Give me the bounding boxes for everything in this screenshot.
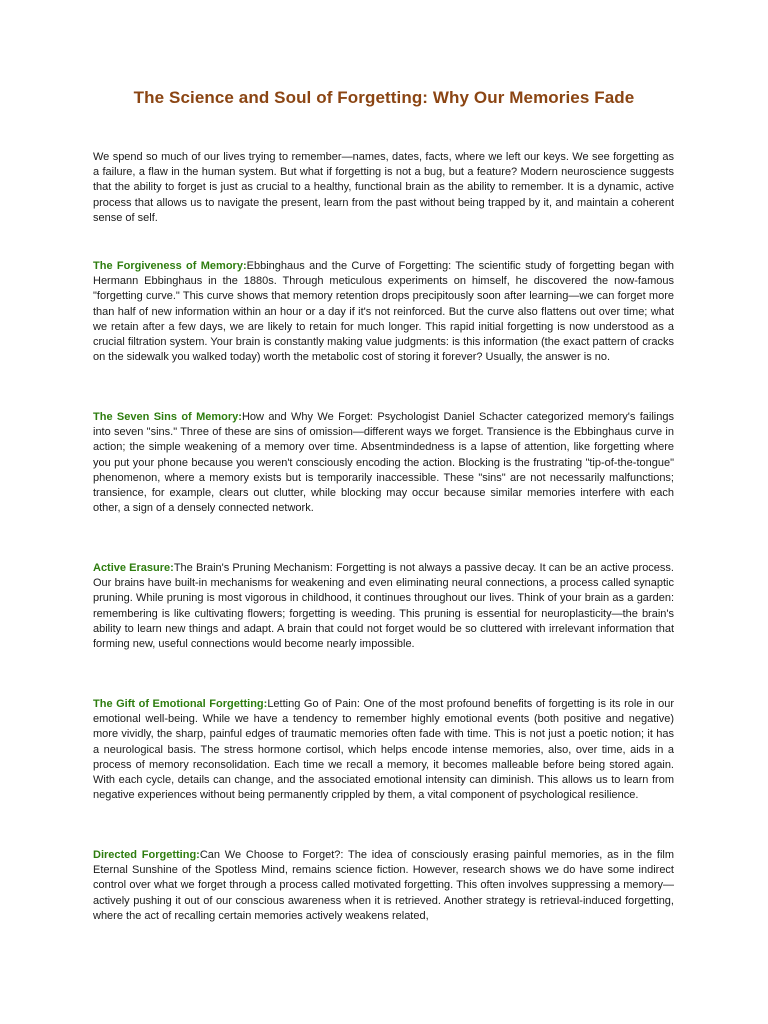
section-heading: The Forgiveness of Memory: (93, 260, 247, 272)
section-heading: Directed Forgetting: (93, 849, 200, 861)
section-forgiveness-of-memory (93, 259, 674, 365)
section-text: Letting Go of Pain: One of the most profound benefits of forgetting is its role in our emotional well-being. While we have a tendency to remember highly emotional events (both positive and negative) more vividly, the sharp, painful edges of traumatic memories often fade with time. This is not just a poetic notion; it has a neurological basis. The stress hormone cortisol, which helps encode intense memories, also, over time, aids in a process of memory reconsolidation. Each time we recall a memory, it becomes malleable before being stored again. With each cycle, details can change, and the associated emotional intensity can diminish. This allows us to learn from negative experiences without being permanently crippled by them, a vital component of psychological resilience. (93, 698, 674, 802)
document-title: The Science and Soul of Forgetting: Why Our Memories Fade (133, 88, 635, 107)
section-emotional-forgetting (93, 697, 674, 803)
intro-paragraph: We spend so much of our lives trying to remember—names, dates, facts, where we left our keys. We see forgetting as a failure, a flaw in the human system. But what if forgetting is not a bug, but a feature? Modern neuroscience suggests that the ability to forget is just as crucial to a healthy, functional brain as the ability to remember. It is a dynamic, active process that allows us to navigate the present, learn from the past without being trapped by it, and maintain a coherent sense of self. (93, 151, 674, 224)
section-heading: Active Erasure: (93, 562, 174, 574)
section-text: How and Why We Forget: Psychologist Daniel Schacter categorized memory's failings into seven "sins." Three of these are sins of omission—different ways we forget. Transience is the Ebbinghaus curve in action; the simple weakening of a memory over time. Absentmindedness is a lapse of attention, like forgetting where you put your phone because you weren't consciously encoding the action. Blocking is the frustrating "tip-of-the-tongue" phenomenon, where a memory exists but is temporarily inaccessible. These "sins" are not necessarily malfunctions; transience, for example, clears out clutter, while blocking may occur because similar memories interfere with each other, a sign of a densely connected network. (93, 411, 674, 515)
section-text: Ebbinghaus and the Curve of Forgetting: The scientific study of forgetting began with Hermann Ebbinghaus in the 1880s. Through meticulous experiments on himself, he discovered the now-famous "forgetting curve." This curve shows that memory retention drops precipitously soon after learning—we can forget more than half of new information within an hour or a day if it's not reinforced. But the curve also flattens out over time; what we retain after a few days, we are likely to retain for much longer. This rapid initial forgetting is now understood as a crucial filtration system. Your brain is constantly making value judgments: is this information (the exact pattern of cracks on the sidewalk you walked today) worth the metabolic cost of storing it forever? Usually, the answer is no. (93, 260, 674, 364)
section-heading: The Seven Sins of Memory: (93, 411, 242, 423)
section-text: Can We Choose to Forget?: The idea of consciously erasing painful memories, as in the film Eternal Sunshine of the Spotless Mind, remains science fiction. However, research shows we do have some indirect control over what we forget through a process called motivated forgetting. This often involves suppressing a memory—actively pushing it out of our conscious awareness when it is retrieved. Another strategy is retrieval-induced forgetting, where the act of recalling certain memories actively weakens related, (93, 849, 674, 922)
section-heading: The Gift of Emotional Forgetting: (93, 698, 268, 710)
section-seven-sins-of-memory (93, 410, 674, 516)
section-directed-forgetting (93, 848, 674, 924)
section-active-erasure (93, 561, 674, 652)
section-text: The Brain's Pruning Mechanism: Forgetting is not always a passive decay. It can be an active process. Our brains have built-in mechanisms for weakening and even eliminating neural connections, a process called synaptic pruning. While pruning is most vigorous in childhood, it continues throughout our lives. Think of your brain as a garden: remembering is like cultivating flowers; forgetting is weeding. This pruning is essential for neuroplasticity—the brain's ability to learn new things and adapt. A brain that could not forget would be so cluttered with irrelevant information that forming new, useful connections would become nearly impossible. (93, 562, 674, 651)
